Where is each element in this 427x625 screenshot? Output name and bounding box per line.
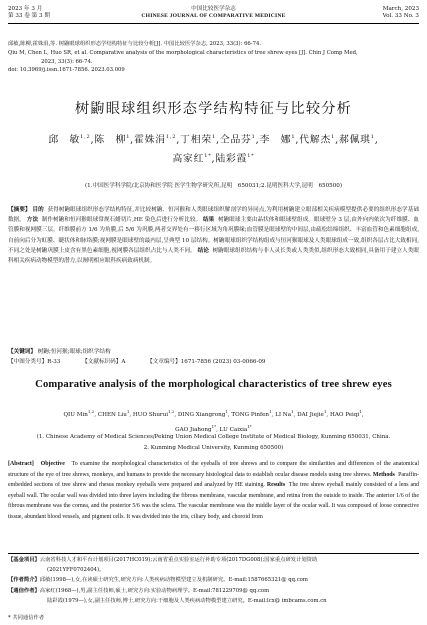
corresponding-note: 【通信作者】高家红(1968—),男,副主任技师,硕士,研究方向:实验动物病理学。E-mail:781229709@ qq.com 陆彩霞(1979—),女,副主任技师,博士,研究方向:干细胞及人类疾病动物模型建立研究。E-mail:lcx@ imbcams.com.cn [8,587,327,604]
objective-label-en: Objective [40,461,65,467]
authors-cn-line2: 高家红$^{1*}$,陆彩霞$^{1*}$ [172,153,255,165]
methods-label-en: Methods [372,471,395,478]
document-code: 【文献标识码】A [82,359,126,365]
conclusion-cn: 树鼩眼球组织结构与非人灵长类或人类类似,组织形态大致相同,具备用于建立人类眼科相关疾病动物模型的潜力,以阐明相应眼科疾病致病机制。 [8,247,419,265]
doi[interactable]: doi: 10.3969/j.issn.1671-7856. 2023.03.009 [8,67,125,74]
authors-cn-line1: 邱 敏$^{1,2}$,陈 柳$^1$,霍姝涓$^{1,2}$,丁相荣$^1$,仝品芬$^1$,李 娜$^1$,代解杰$^1$,郝佩琪$^1$, [48,134,379,146]
footnote-rule [8,553,419,554]
title-cn: 树鼩眼球组织形态学结构特征与比较分析 [75,101,352,117]
header-rule [8,23,419,24]
methods-label-cn: 方法 [26,217,39,224]
authors-en-line2: GAO Jiahong$^{1*}$, LU Caixia$^{1*}$ [175,423,252,433]
article-number: 【文章编号】1671-7856 (2023) 03-0066-09 [147,359,266,365]
header-right: March, 2023 Vol. 33 No. 3 [382,6,419,19]
citation-cn: 邱敏,陈柳,霍姝涓,等. 树鼩眼球组织形态学结构特征与比较分析[J]. 中国比较医学杂志, 2023, 33(3): 66-74. [8,41,262,47]
citation-en-line2: 2023, 33(3): 66-74. [41,58,93,65]
affiliation-cn: (1.中国医学科学院/北京协和医学院 医学生物学研究所,昆明 650031;2.昆明医科大学,昆明 650500) [84,183,343,189]
methods-en: Paraffin-embedded sections of tree shrew and rhesus monkey eyeballs were prepared and analyzed by HE staining. [8,471,419,488]
header-center: 中国比较医学杂志 CHINESE JOURNAL OF COMPARATIVE MEDICINE [141,6,286,19]
objective-label-cn: 目的 [32,207,44,213]
objective-cn: 获得树鼩眼球组织形态学结构特征,并比较树鼩、恒河猴和人类眼球组织解剖学的异同点,为利用树鼩建立眼部相关疾病模型提供必要的组织形态学基础数据。 [8,207,419,224]
conclusion-label-cn: 结论 [197,247,209,254]
results-en: The tree shrew eyeball mainly consisted of a lens and eyeball wall. The ocular wall was divided into three layers including the fibrous membrane, vascular membrane, and retina from the outside to inside. The anterior 1/6 of the fibrous membrane was the cornea, and the posterior 5/6 was the sclera. The vascular membrane was the middle layer of the ocular wall. It was composed of loose connective tissue, abundant blood vessels, and pigment cells. It was divided into the iris, ciliary body, and choroid from [8,482,419,520]
methods-cn: 制作树鼩和恒河猴眼球常规石蜡切片,HE 染色后进行分析比较。 [41,217,202,224]
citation-block [8,40,419,75]
header-left: 2023 年 3 月 第 33 卷 第 3 期 [8,6,50,19]
authors-cn [20,129,407,168]
objective-en: To examine the morphological characteristics of the eyeballs of tree shrews and to compare the similarities and differences of the anatomical structure of the eye of tree shrews, monkeys, and humans to provide the necessary histological data to establish ocular disease models using tree shrews. [8,461,419,478]
results-label-cn: 结果 [203,217,215,224]
title-en: Comparative analysis of the morphological characteristics of tree shrew eyes [35,379,392,390]
fund-note: 【基金项目】云南省科技人才和平台计划项目(2017HC019);云南省重点实验室运行补助专项(2017DG008);国家重点研发计划资助 (2021YFF0702404)。 [8,557,318,574]
results-label-en: Results [266,482,286,488]
abstract-cn-label: 【摘要】 [8,207,31,213]
footnotes [8,555,419,606]
abstract-en [8,459,419,522]
affiliation-en: (1. Chinese Academy of Medical Sciences/Peking Union Medical College Institute of Medical Biology, Kunming 650031, China. 2. Kunming Medical University, Kunming 650500) [36,434,391,452]
results-cn: 树鼩眼球主要由晶状体和眼球壁组成。眼球壁分 3 层,由外向内依次为纤维膜、血管膜和视网膜三层。纤维膜前方 1/6 为角膜,后 5/6 为巩膜,两者交界处有一移行区域为角巩膜缘;血管膜是眼球壁的中间层,由疏松结缔组织、丰富血管和色素细胞组成,自前向后分为虹膜、睫状体和脉络膜;视网膜是眼球壁的最内层,呈典型 10 层结构。树鼩眼球组织学结构组成与恒河猴眼球及人类眼球组成一致,组织各层占比大致相同,不同之处是树鼩巩膜上皮含有黑色素细胞,视网膜各层组织占比与人类不同。 [8,217,419,254]
abstract-en-label: [Abstract] [8,461,34,467]
abstract-cn [8,205,419,266]
keywords-cn-label: 【关键词】 [8,349,36,355]
keywords-cn-value: 树鼩;恒河猴;眼球;组织学结构 [37,349,111,355]
author-note: 【作者简介】邱敏(1998—),女,在读硕士研究生,研究方向:人类疾病动物模型建立及机制研究。E-mail:1587665321@ qq.com [8,577,308,584]
classification-line [8,358,419,367]
co-corresponding-note: * 共同通信作者 [8,615,45,621]
authors-en-line1: QIU Min$^{1,2}$, CHEN Liu$^1$, HUO Shurui$^{1,2}$, DING Xiangrong$^1$, TONG Pinfen$^1$, LI Na$^1$, DAI Jiejie$^1$, HAO Peiqi$^1$, [63,409,364,418]
running-header [8,4,419,28]
keywords-cn [8,348,419,357]
citation-en-line1: Qiu M, Chen L, Huo SR, et al. Comparative analysis of the morphological characteristics of tree shrew eyes [J]. Chin J Comp Med, [8,49,358,56]
clc-number: 【中图分类号】R-33 [8,359,61,365]
